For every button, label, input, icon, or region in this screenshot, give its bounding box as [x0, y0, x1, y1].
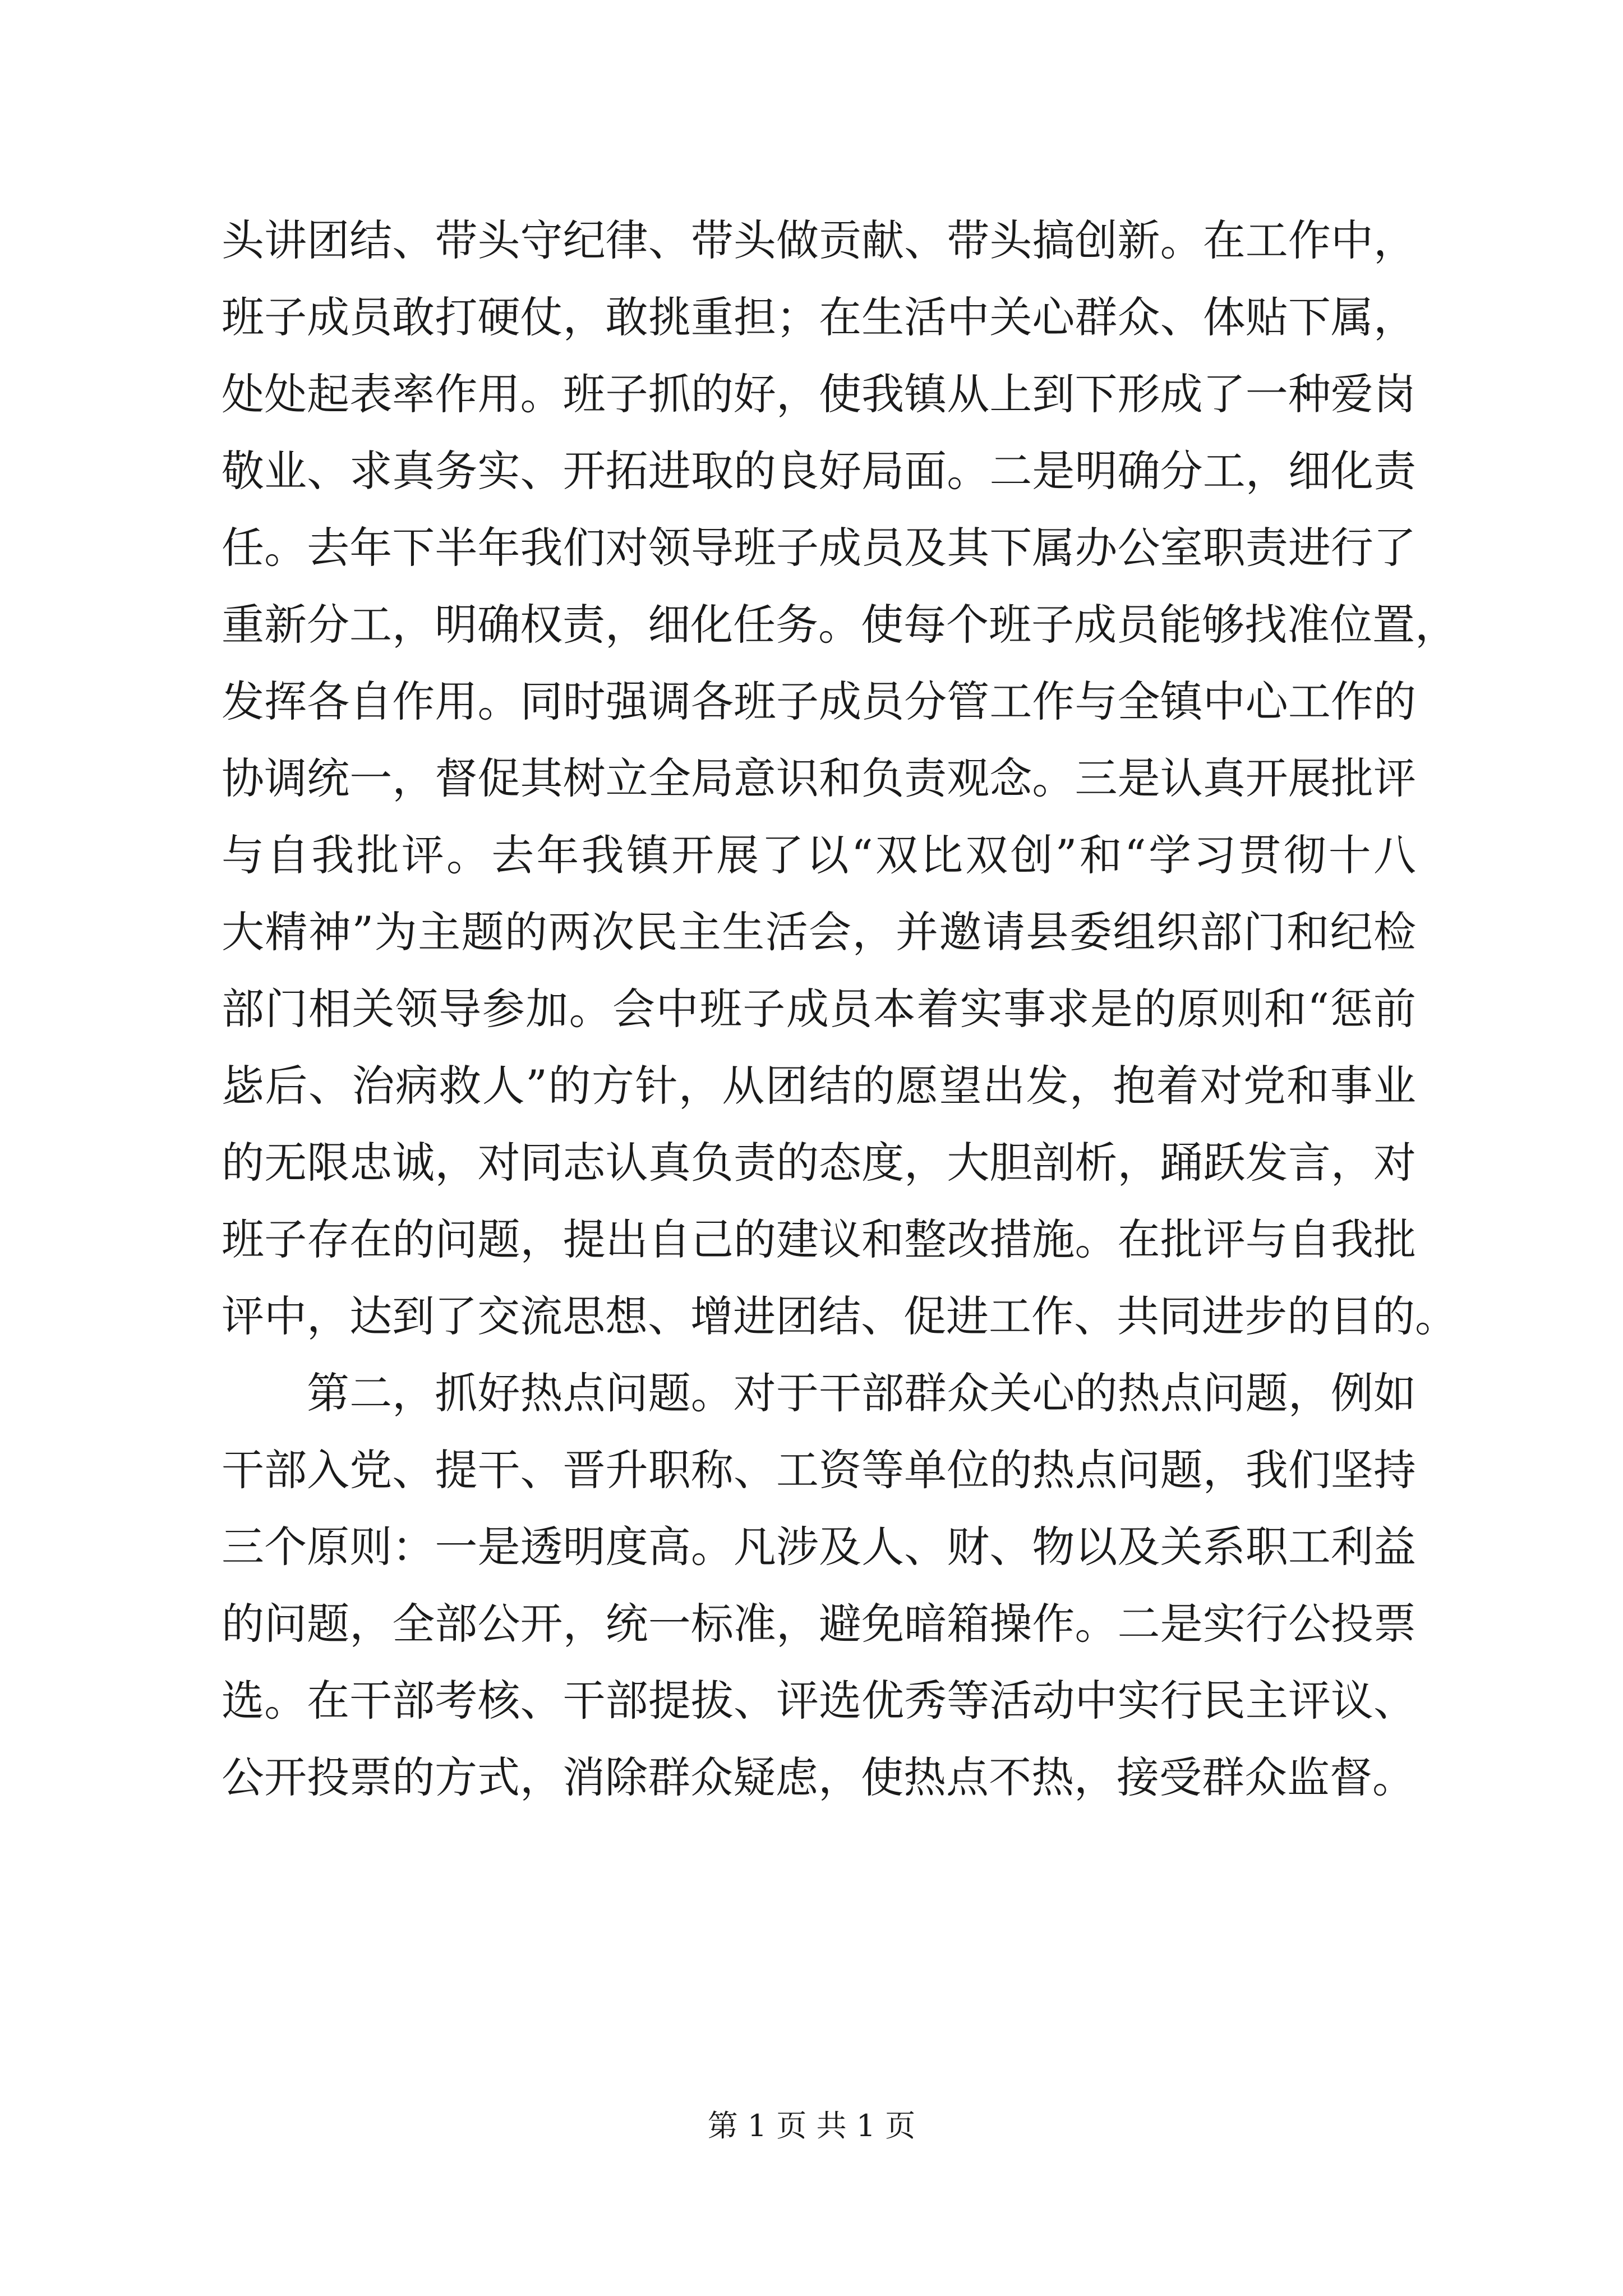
text-line: 与自我批评。去年我镇开展了以“双比双创”和“学习贯彻十八	[222, 830, 1416, 880]
text-line: 评中，达到了交流思想、增进团结、促进工作、共同进步的目的。	[222, 1291, 1458, 1341]
text-line: 毖后、治病救人”的方针，从团结的愿望出发，抱着对党和事业	[222, 1061, 1416, 1111]
text-line: 发挥各自作用。同时强调各班子成员分管工作与全镇中心工作的	[222, 677, 1416, 726]
text-line: 处处起表率作用。班子抓的好，使我镇从上到下形成了一种爱岗	[222, 369, 1416, 419]
text-line: 敬业、求真务实、开拓进取的良好局面。二是明确分工，细化责	[222, 446, 1416, 496]
text-line: 第二，抓好热点问题。对于干部群众关心的热点问题，例如	[307, 1368, 1416, 1418]
text-line: 协调统一，督促其树立全局意识和负责观念。三是认真开展批评	[222, 753, 1416, 803]
text-line: 部门相关领导参加。会中班子成员本着实事求是的原则和“惩前	[222, 984, 1416, 1034]
text-line: 公开投票的方式，消除群众疑虑，使热点不热，接受群众监督。	[222, 1752, 1415, 1802]
text-line: 的问题，全部公开，统一标准，避免暗箱操作。二是实行公投票	[222, 1599, 1416, 1649]
text-line: 班子成员敢打硬仗，敢挑重担；在生活中关心群众、体贴下属，	[222, 292, 1416, 342]
text-line: 重新分工，明确权责，细化任务。使每个班子成员能够找准位置，	[222, 600, 1458, 650]
page-footer: 第 1 页 共 1 页	[707, 2108, 916, 2143]
text-line: 干部入党、提干、晋升职称、工资等单位的热点问题，我们坚持	[222, 1445, 1416, 1495]
text-line: 大精神”为主题的两次民主生活会，并邀请县委组织部门和纪检	[222, 907, 1416, 957]
text-line: 任。去年下半年我们对领导班子成员及其下属办公室职责进行了	[222, 523, 1416, 573]
text-line: 头讲团结、带头守纪律、带头做贡献、带头搞创新。在工作中，	[222, 215, 1416, 265]
text-line: 三个原则：一是透明度高。凡涉及人、财、物以及关系职工利益	[222, 1522, 1416, 1572]
text-line: 的无限忠诚，对同志认真负责的态度，大胆剖析，踊跃发言，对	[222, 1138, 1416, 1188]
document-body	[222, 202, 1458, 1816]
text-line: 班子存在的问题，提出自己的建议和整改措施。在批评与自我批	[222, 1214, 1416, 1264]
text-line: 选。在干部考核、干部提拔、评选优秀等活动中实行民主评议、	[222, 1676, 1416, 1726]
